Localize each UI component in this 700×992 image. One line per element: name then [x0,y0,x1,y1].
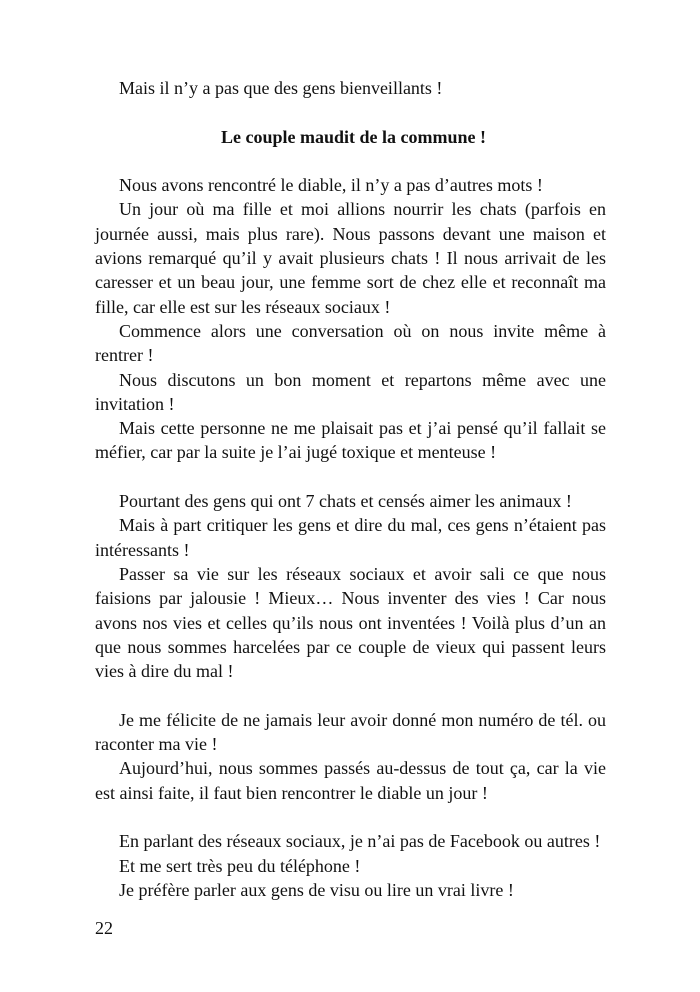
paragraph: En parlant des réseaux sociaux, je n’ai pas de Facebook ou autres ! [119,831,601,852]
paragraph: Passer sa vie sur les réseaux sociaux et avoir sali ce que nous faisions par jalousie ! Mieux… Nous inventer des vies ! Car nous avons nos vies et celles qu’ils nous ont inventées ! Voilà plus d’un an que nous sommes harcelées par ce couple de vieux qui passent leurs vies à dire du mal ! [95,563,606,682]
paragraph: Mais à part critiquer les gens et dire du mal, ces gens n’étaient pas intéressants ! [95,515,606,560]
section-heading: Le couple maudit de la commune ! [221,126,486,147]
paragraph: Pourtant des gens qui ont 7 chats et censés aimer les animaux ! [119,491,572,512]
paragraph: Nous discutons un bon moment et repartons même avec une invitation ! [95,369,606,414]
paragraph: Commence alors une conversation où on nous invite même à rentrer ! [95,320,606,366]
spacer [95,465,606,489]
spacer [95,149,606,173]
paragraph: Mais cette personne ne me plaisait pas et j’ai pensé qu’il fallait se méfier, car par la suite je l’ai jugé toxique et menteuse ! [95,418,606,463]
paragraph: Je préfère parler aux gens de visu ou lire un vrai livre ! [119,879,514,900]
spacer [95,683,606,707]
spacer [95,805,606,829]
paragraph: Nous avons rencontré le diable, il n’y a pas d’autres mots ! [119,175,543,196]
paragraph: Je me félicite de ne jamais leur avoir donné mon numéro de tél. ou raconter ma vie ! [95,709,606,755]
paragraph: Et me sert très peu du téléphone ! [119,855,361,876]
paragraph: Aujourd’hui, nous sommes passés au-dessus de tout ça, car la vie est ainsi faite, il faut bien rencontrer le diable un jour ! [95,758,606,803]
page-number: 22 [95,918,113,938]
page-body [95,76,606,902]
spacer [95,100,606,124]
intro-paragraph: Mais il n’y a pas que des gens bienveillants ! [119,78,443,98]
paragraph: Un jour où ma fille et moi allions nourrir les chats (parfois en journée aussi, mais plus rare). Nous passons devant une maison et avions remarqué qu’il y avait plusieurs chats ! Il nous arrivait de les caresser et un beau jour, une femme sort de chez elle et reconnaît ma fille, car elle est sur les réseaux sociaux ! [95,199,606,317]
